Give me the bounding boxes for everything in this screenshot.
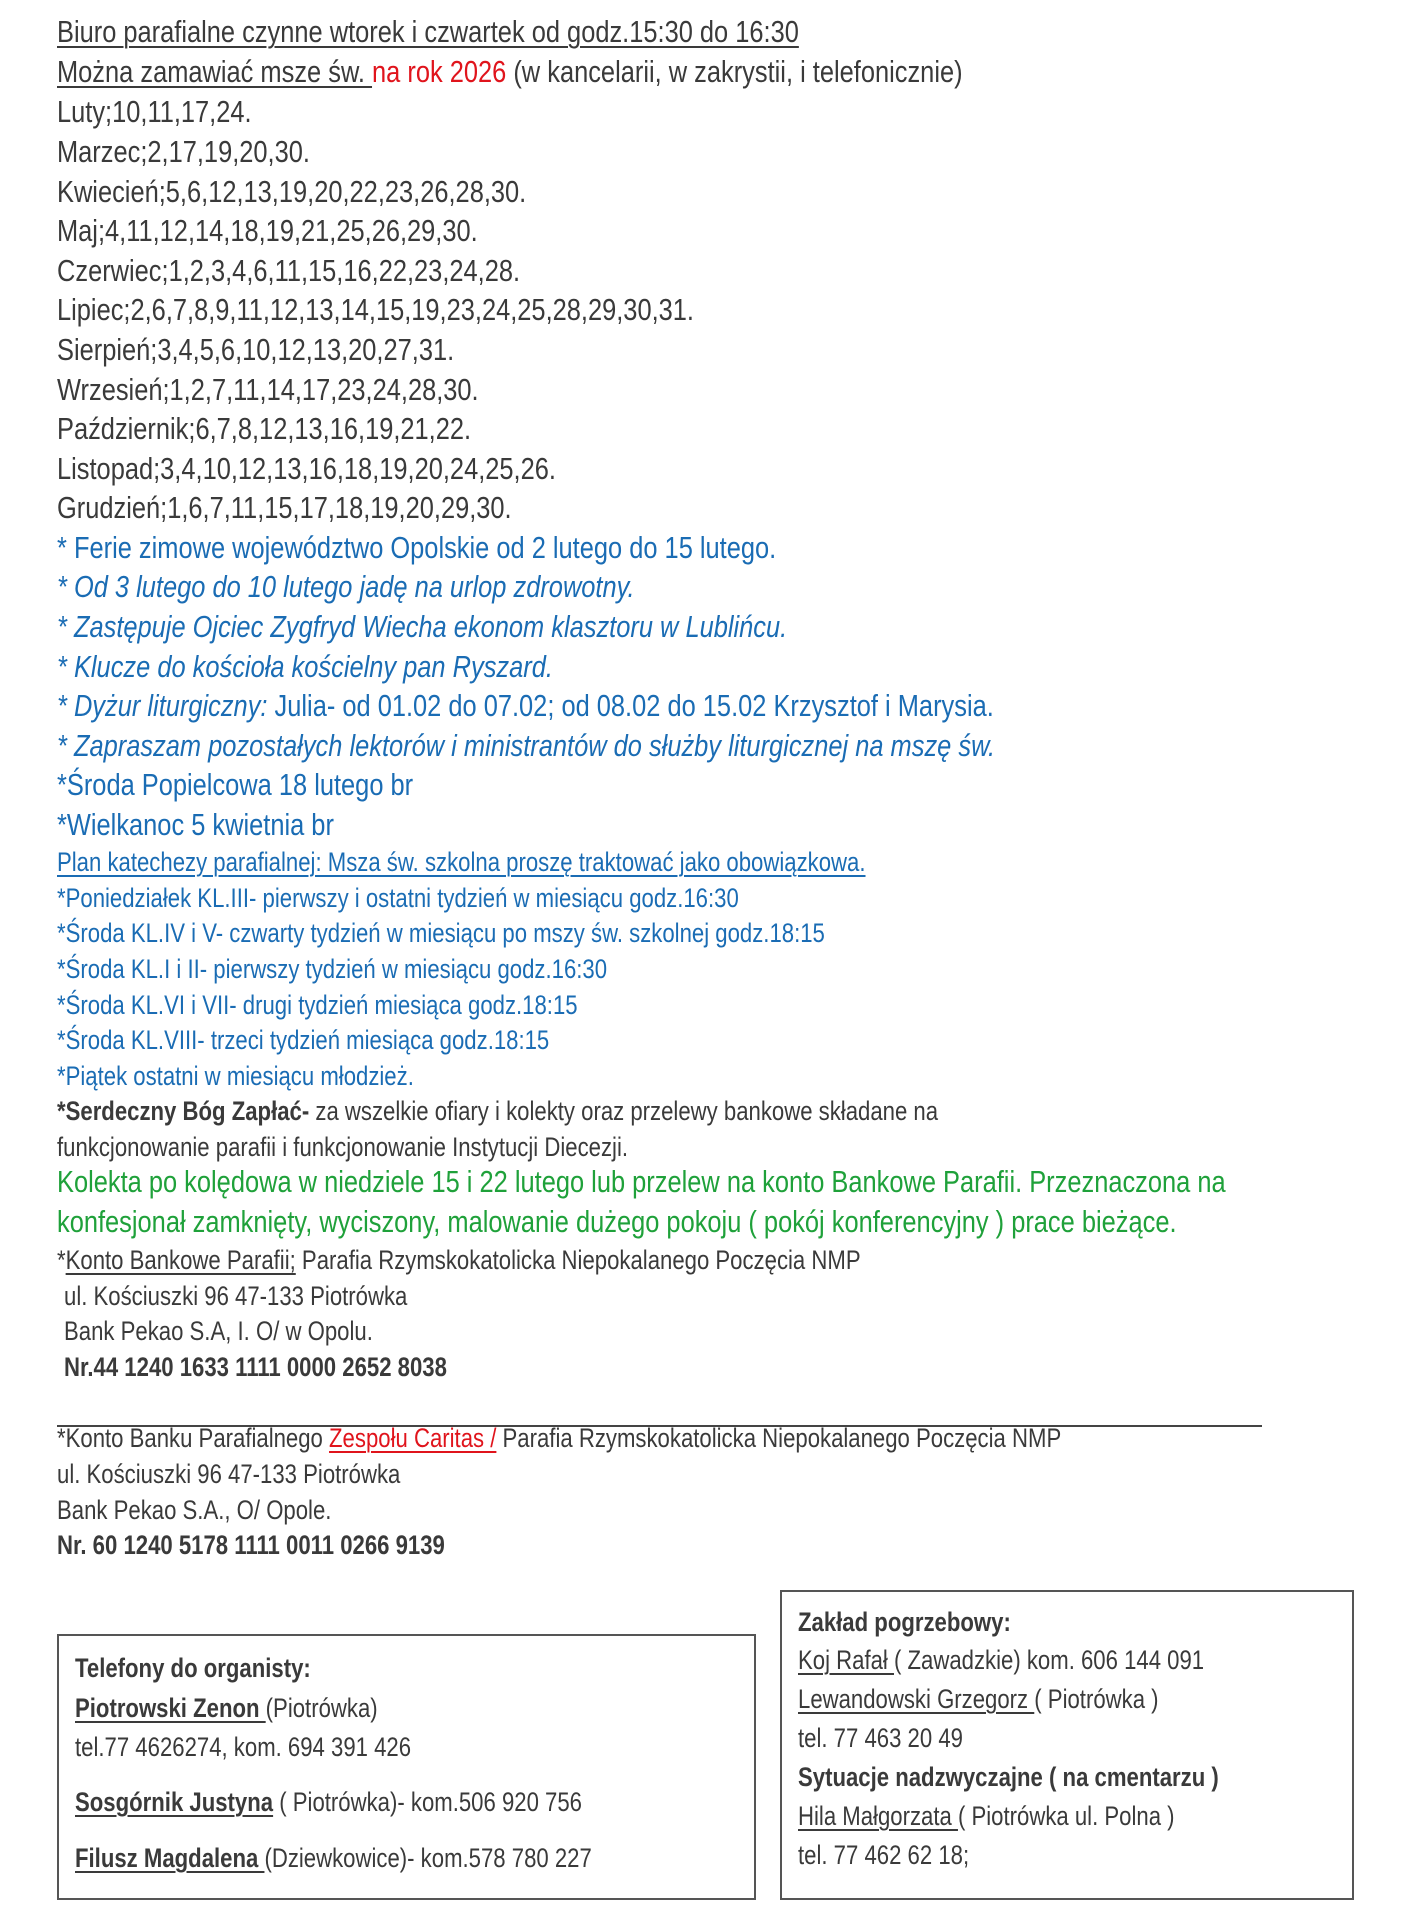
- announcement-zastepstwo: * Zastępuje Ojciec Zygfryd Wiecha ekonom klasztoru w Lublińcu.: [57, 609, 788, 644]
- parish-account-header: [57, 1242, 861, 1278]
- announcement-urlop: * Od 3 lutego do 10 lutego jadę na urlop zdrowotny.: [57, 569, 635, 604]
- organist-entry: [75, 1840, 592, 1876]
- organist-name: Sosgórnik Justyna: [75, 1787, 274, 1817]
- caritas-bank: Bank Pekao S.A., O/ Opole.: [57, 1495, 332, 1525]
- catechesis-item: *Środa KL.I i II- pierwszy tydzień w miesiącu godz.16:30: [57, 954, 608, 984]
- catechesis-item: *Środa KL.VI i VII- drugi tydzień miesiąca godz.18:15: [57, 990, 578, 1020]
- organists-box: [57, 1634, 756, 1900]
- funeral-name: Koj Rafał: [798, 1645, 894, 1675]
- funeral-box: [780, 1590, 1354, 1900]
- organist-name: Piotrowski Zenon: [75, 1693, 266, 1723]
- organist-name: Filusz Magdalena: [75, 1843, 265, 1873]
- funeral-title: Zakład pogrzebowy:: [798, 1607, 1011, 1637]
- month-item: Listopad;3,4,10,12,13,16,18,19,20,24,25,26.: [57, 451, 556, 486]
- funeral-contact: ( Zawadzkie) kom. 606 144 091: [893, 1645, 1205, 1675]
- month-item: Lipiec;2,6,7,8,9,11,12,13,14,15,19,23,24,25,28,29,30,31.: [57, 292, 694, 327]
- emergency-entry: [798, 1798, 1175, 1834]
- mass-order-line: [57, 54, 963, 90]
- caritas-name: Parafia Rzymskokatolicka Niepokalanego Poczęcia NMP: [496, 1423, 1062, 1453]
- funeral-entry: [798, 1681, 1159, 1717]
- month-item: Październik;6,7,8,12,13,16,19,21,22.: [57, 411, 472, 446]
- parish-bank: Bank Pekao S.A, I. O/ w Opolu.: [64, 1316, 373, 1346]
- funeral-entry: [798, 1642, 1204, 1678]
- parish-account-number: Nr.44 1240 1633 1111 0000 2652 8038: [64, 1352, 447, 1382]
- organist-entry: [75, 1784, 582, 1820]
- announcement-dyzur: [57, 688, 994, 724]
- catechesis-item: *Środa KL.VIII- trzeci tydzień miesiąca godz.18:15: [57, 1025, 550, 1055]
- announcement-klucze: * Klucze do kościoła kościelny pan Ryszard.: [57, 649, 553, 684]
- announcement-popielec: *Środa Popielcowa 18 lutego br: [57, 767, 414, 802]
- mass-order-year: na rok 2026: [372, 54, 507, 89]
- parish-address: ul. Kościuszki 96 47-133 Piotrówka: [64, 1281, 408, 1311]
- month-item: Sierpień;3,4,5,6,10,12,13,20,27,31.: [57, 332, 455, 367]
- organists-title: Telefony do organisty:: [75, 1653, 311, 1683]
- announcement-zaproszenie: * Zapraszam pozostałych lektorów i ministrantów do służby liturgicznej na mszę św.: [57, 728, 996, 763]
- catechesis-title: Plan katechezy parafialnej: Msza św. szkolna proszę traktować jako obowiązkowa.: [57, 847, 866, 877]
- organist-place: (Piotrówka): [265, 1693, 378, 1723]
- mass-order-suffix: (w kancelarii, w zakrystii, i telefonicznie): [506, 54, 963, 89]
- month-item: Kwiecień;5,6,12,13,19,20,22,23,26,28,30.: [57, 174, 527, 209]
- catechesis-item: *Piątek ostatni w miesiącu młodzież.: [57, 1061, 414, 1091]
- dyzur-text: Julia- od 01.02 do 07.02; od 08.02 do 15.02 Krzysztof i Marysia.: [267, 688, 994, 723]
- month-item: Czerwiec;1,2,3,4,6,11,15,16,22,23,24,28.: [57, 253, 521, 288]
- collection-line-2: konfesjonał zamknięty, wyciszony, malowanie dużego pokoju ( pokój konferencyjny ) prace bieżące.: [57, 1204, 1177, 1239]
- announcement-wielkanoc: *Wielkanoc 5 kwietnia br: [57, 807, 334, 842]
- parish-account-name: Parafia Rzymskokatolicka Niepokalanego Poczęcia NMP: [295, 1245, 861, 1275]
- emergency-title: Sytuacje nadzwyczajne ( na cmentarzu ): [798, 1762, 1219, 1792]
- funeral-phone: tel. 77 463 20 49: [798, 1723, 963, 1753]
- funeral-name: Lewandowski Grzegorz: [798, 1684, 1035, 1714]
- catechesis-item: *Poniedziałek KL.III- pierwszy i ostatni tydzień w miesiącu godz.16:30: [57, 883, 739, 913]
- organist-contact: (Dziewkowice)- kom.578 780 227: [264, 1843, 592, 1873]
- parish-account-label: Konto Bankowe Parafii;: [65, 1245, 296, 1275]
- caritas-address: ul. Kościuszki 96 47-133 Piotrówka: [57, 1459, 401, 1489]
- funeral-place: ( Piotrówka ): [1034, 1684, 1159, 1714]
- thanks-bold: *Serdeczny Bóg Zapłać-: [57, 1096, 310, 1126]
- emergency-place: ( Piotrówka ul. Polna ): [957, 1801, 1175, 1831]
- caritas-account-number: Nr. 60 1240 5178 1111 0011 0266 9139: [57, 1530, 445, 1560]
- emergency-name: Hila Małgorzata: [798, 1801, 958, 1831]
- caritas-prefix: *Konto Banku Parafialnego: [57, 1423, 330, 1453]
- caritas-label: Zespołu Caritas /: [329, 1423, 497, 1453]
- month-item: Marzec;2,17,19,20,30.: [57, 134, 310, 169]
- mass-order-prefix: Można zamawiać msze św.: [57, 54, 373, 89]
- organist-entry: [75, 1690, 378, 1726]
- month-item: Luty;10,11,17,24.: [57, 94, 252, 129]
- catechesis-item: *Środa KL.IV i V- czwarty tydzień w miesiącu po mszy św. szkolnej godz.18:15: [57, 918, 825, 948]
- organist-phone: tel.77 4626274, kom. 694 391 426: [75, 1732, 412, 1762]
- office-hours: Biuro parafialne czynne wtorek i czwartek od godz.15:30 do 16:30: [57, 14, 799, 49]
- dyzur-label: * Dyżur liturgiczny:: [57, 688, 268, 723]
- thanks-line: [57, 1093, 938, 1129]
- thanks-line-2: funkcjonowanie parafii i funkcjonowanie Instytucji Diecezji.: [57, 1132, 629, 1162]
- collection-line-1: Kolekta po kolędowa w niedziele 15 i 22 lutego lub przelew na konto Bankowe Parafii. Przeznaczona na: [57, 1164, 1226, 1199]
- emergency-phone: tel. 77 462 62 18;: [798, 1840, 970, 1870]
- caritas-account-header: [57, 1420, 1061, 1456]
- thanks-text: za wszelkie ofiary i kolekty oraz przelewy bankowe składane na: [309, 1096, 939, 1126]
- asterisk: *: [57, 1245, 66, 1275]
- month-item: Maj;4,11,12,14,18,19,21,25,26,29,30.: [57, 213, 478, 248]
- organist-contact: ( Piotrówka)- kom.506 920 756: [273, 1787, 582, 1817]
- month-item: Wrzesień;1,2,7,11,14,17,23,24,28,30.: [57, 372, 479, 407]
- month-item: Grudzień;1,6,7,11,15,17,18,19,20,29,30.: [57, 490, 512, 525]
- announcement-ferie: * Ferie zimowe województwo Opolskie od 2 lutego do 15 lutego.: [57, 530, 777, 565]
